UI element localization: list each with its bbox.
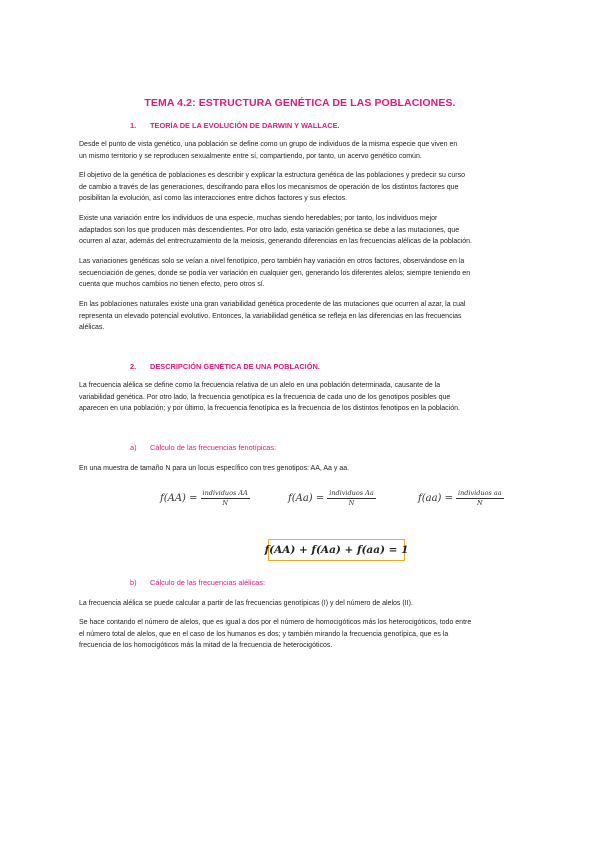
subsection-heading-a <box>130 443 276 452</box>
text-line: ocurren al azar, además del entrecruzamiento de la meiosis, generando diferencias en las frecuencias alélicas de la población. <box>79 238 473 245</box>
fraction-denominator: N <box>476 499 483 507</box>
paragraph <box>79 170 554 205</box>
text-line: de cambio a través de las generaciones, descifrando para ellos los mecanismos de operación de los distintos factores que <box>79 183 459 191</box>
text-line: el número total de alelos, que en el caso de los humanos es dos; y también mirando la frecuencia genotípica, que es la <box>79 630 449 638</box>
fraction <box>456 489 504 508</box>
formula-f-Aa <box>288 489 376 508</box>
text-line: Desde el punto de vista genético, una población se define como un grupo de individuos de la misma especie que viven en <box>79 141 458 148</box>
section-heading-2 <box>130 362 320 371</box>
subsection-title: Cálculo de las frecuencias alélicas: <box>150 578 266 587</box>
text-line: El objetivo de la genética de poblaciones es describir y explicar la estructura genética de las poblaciones y predecir su curso <box>79 172 465 179</box>
text-line: Las variaciones genéticas solo se veían a nivel fenotípico, pero también hay variación en otros factores, observándose en la <box>79 258 465 265</box>
section-title: TEORÍA DE LA EVOLUCIÓN DE DARWIN Y WALLACE. <box>150 121 340 130</box>
section-number: 2. <box>130 362 137 371</box>
text-line: representa un elevado potencial evolutivo. Entonces, la variabilidad genética se refleja en las diferencias en las frecuencias <box>79 312 462 320</box>
fraction-denominator: N <box>348 499 355 507</box>
section-title: DESCRIPCIÓN GENÉTICA DE UNA POBLACIÓN. <box>150 362 320 371</box>
subsection-label: a) <box>130 443 137 452</box>
subsection-title: Cálculo de las frecuencias fenotípicas: <box>150 443 277 452</box>
text-line: Se hace contando el número de alelos, que es igual a dos por el número de homocigóticos más los heterocigóticos, todo entre <box>79 619 472 626</box>
section-number: 1. <box>130 121 137 130</box>
paragraph <box>79 256 554 291</box>
text-line: secuenciación de genes, donde se podía ver variación en cualquier gen, generando los diferentes alelos; siempre teniendo en <box>79 269 471 277</box>
text-line: En las poblaciones naturales existe una gran variabilidad genética procedente de las mutaciones que ocurren al azar, la cual <box>79 301 466 308</box>
paragraph <box>79 463 554 475</box>
fraction-numerator: individuos AA <box>202 489 248 497</box>
text-line: un mismo territorio y se reproducen sexualmente entre sí, compartiendo, por tanto, un acervo genético común. <box>79 152 422 160</box>
text-line: variabilidad genética. Por otro lado, la frecuencia genotípica es la frecuencia de cada uno de los genotipos posibles que <box>79 393 451 401</box>
formula-f-AA <box>160 489 250 508</box>
formula-f-aa <box>418 489 504 508</box>
page-title: TEMA 4.2: ESTRUCTURA GENÉTICA DE LAS POBLACIONES. <box>144 97 456 109</box>
formula-lhs: f(AA) = <box>160 493 198 504</box>
text-line: frecuencia de los homocigóticos más la mitad de la frecuencia de heterocigóticos. <box>79 642 333 649</box>
paragraph <box>79 617 554 652</box>
paragraph <box>79 213 554 248</box>
section-heading-1 <box>130 121 340 130</box>
formula-lhs: f(aa) = <box>418 493 453 504</box>
subsection-heading-b <box>130 578 265 587</box>
text-line: En una muestra de tamaño N para un locus específico con tres genotipos: AA, Aa y aa. <box>79 465 350 472</box>
paragraph <box>79 380 554 415</box>
paragraph <box>79 598 554 610</box>
text-line: adaptados son los que producen más descendientes. Por otro lado, esta variación genética se debe a las mutaciones, que <box>79 226 460 234</box>
text-line: aparecen en una población; y por último, la frecuencia fenotípica es la frecuencia de los distintos fenotipos en la población. <box>79 405 460 412</box>
text-line: cuenta que muchos cambios no tienen efecto, pero otros sí. <box>79 281 265 288</box>
fraction <box>201 489 250 508</box>
text-line: Existe una variación entre los individuos de una especie, muchas siendo heredables; por tanto, los individuos mejor <box>79 215 438 222</box>
fraction-numerator: individuos Aa <box>329 489 374 497</box>
text-line: La frecuencia alélica se define como la frecuencia relativa de un alelo en una población determinada, causante de la <box>79 382 441 389</box>
text-line: alélicas. <box>79 324 105 331</box>
text-line: La frecuencia alélica se puede calcular a partir de las frecuencias genotípicas (I) y del número de alelos (II). <box>79 600 413 607</box>
subsection-label: b) <box>130 578 137 587</box>
fraction-numerator: individuos aa <box>458 489 502 497</box>
fraction-denominator: N <box>222 499 229 507</box>
sum-formula-box: f(AA) + f(Aa) + f(aa) = 1 <box>268 539 405 561</box>
text-line: posibilitan la evolución, así como las interacciones entre dichos factores y sus efectos. <box>79 195 348 202</box>
fraction <box>327 489 376 508</box>
paragraph <box>79 299 554 334</box>
paragraph <box>79 139 554 162</box>
formula-lhs: f(Aa) = <box>288 493 325 504</box>
